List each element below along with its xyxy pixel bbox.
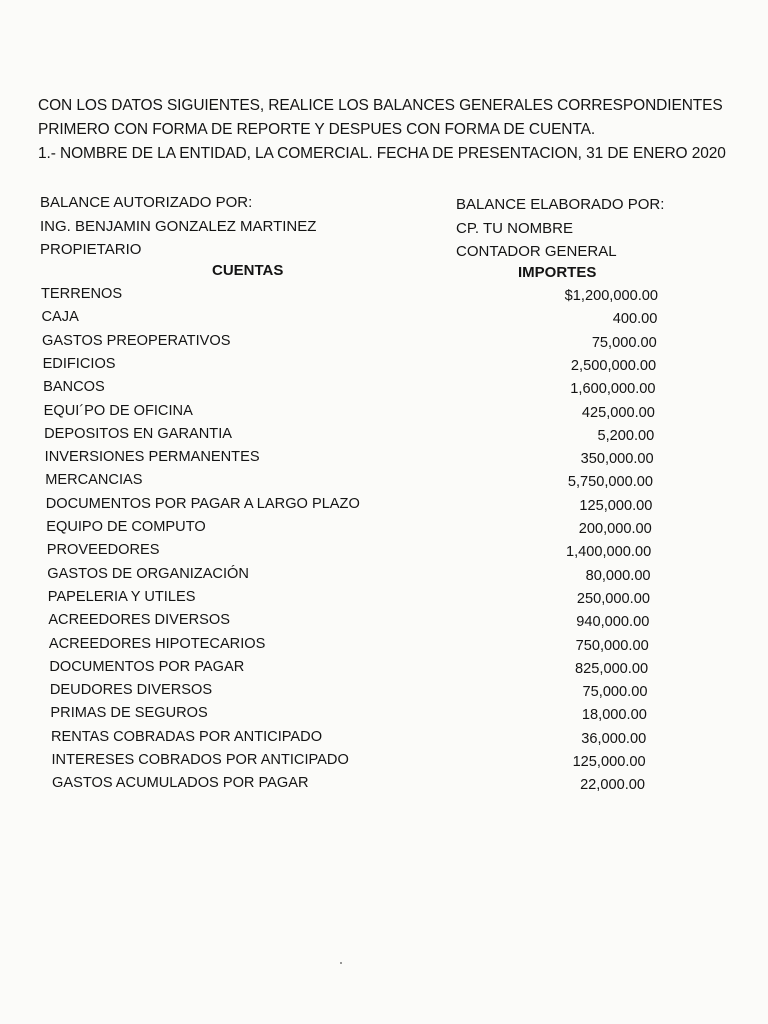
- account-amount: 22,000.00: [580, 777, 645, 794]
- account-amount: 1,400,000.00: [565, 544, 652, 561]
- account-amount: 125,000.00: [579, 497, 653, 514]
- account-name: ACREEDORES DIVERSOS: [48, 612, 230, 629]
- account-amount: 250,000.00: [576, 590, 650, 607]
- account-name: DEPOSITOS EN GARANTIA: [44, 425, 233, 442]
- account-name: INTERESES COBRADOS POR ANTICIPADO: [51, 752, 349, 768]
- account-row: [0, 519, 768, 541]
- account-row: [0, 356, 768, 378]
- account-name: GASTOS PREOPERATIVOS: [42, 332, 231, 349]
- paper-speck: [340, 962, 342, 964]
- instruction-line: CON LOS DATOS SIGUIENTES, REALICE LOS BALANCES GENERALES CORRESPONDIENTES: [38, 97, 723, 114]
- prepared-role: CONTADOR GENERAL: [456, 243, 617, 260]
- account-row: [0, 566, 768, 588]
- account-name: RENTAS COBRADAS POR ANTICIPADO: [50, 728, 323, 745]
- account-amount: 2,500,000.00: [570, 357, 657, 374]
- account-amount: 75,000.00: [591, 334, 657, 351]
- account-row: [0, 682, 768, 704]
- account-amount: 400.00: [612, 311, 658, 328]
- account-row: [0, 379, 768, 401]
- account-name: INVERSIONES PERMANENTES: [44, 449, 260, 466]
- account-name: EDIFICIOS: [42, 355, 116, 372]
- account-amount: 80,000.00: [585, 567, 651, 584]
- account-row: [0, 542, 768, 564]
- prepared-name: CP. TU NOMBRE: [456, 219, 573, 237]
- account-amount: 5,200.00: [597, 427, 655, 444]
- account-row: [0, 496, 768, 518]
- account-name: GASTOS DE ORGANIZACIÓN: [47, 565, 249, 582]
- account-name: PROVEEDORES: [46, 542, 160, 559]
- account-name: ACREEDORES HIPOTECARIOS: [48, 635, 266, 652]
- account-row: [0, 333, 768, 355]
- account-row: [0, 705, 768, 727]
- account-amount: 350,000.00: [580, 451, 654, 468]
- amounts-header: IMPORTES: [518, 264, 597, 281]
- account-row: [0, 449, 768, 471]
- account-amount: 940,000.00: [576, 614, 650, 631]
- account-name: PRIMAS DE SEGUROS: [50, 705, 208, 722]
- instructions: [38, 94, 738, 166]
- account-row: [0, 612, 768, 634]
- account-amount: 200,000.00: [578, 521, 652, 537]
- account-name: EQUIPO DE COMPUTO: [46, 519, 206, 535]
- account-row: [0, 426, 768, 448]
- account-row: [0, 309, 768, 331]
- account-amount: 825,000.00: [575, 660, 649, 677]
- account-name: BANCOS: [43, 379, 105, 396]
- account-row: [0, 659, 768, 681]
- account-row: [0, 775, 768, 797]
- account-amount: 425,000.00: [581, 404, 655, 421]
- instruction-line: PRIMERO CON FORMA DE REPORTE Y DESPUES CON FORMA DE CUENTA.: [38, 121, 596, 138]
- authorized-role: PROPIETARIO: [40, 241, 142, 258]
- prepared-label: BALANCE ELABORADO POR:: [456, 196, 665, 213]
- account-row: [0, 636, 768, 658]
- account-name: CAJA: [41, 309, 79, 326]
- account-name: EQUI´PO DE OFICINA: [43, 402, 193, 419]
- account-amount: 18,000.00: [581, 707, 647, 724]
- account-amount: 36,000.00: [581, 730, 647, 747]
- authorized-label: BALANCE AUTORIZADO POR:: [40, 194, 253, 211]
- account-row: [0, 752, 768, 774]
- account-row: [0, 589, 768, 611]
- account-name: DOCUMENTOS POR PAGAR: [49, 658, 245, 675]
- account-name: PAPELERIA Y UTILES: [47, 588, 196, 605]
- account-amount: 5,750,000.00: [567, 474, 654, 491]
- instruction-line: 1.- NOMBRE DE LA ENTIDAD, LA COMERCIAL. FECHA DE PRESENTACION, 31 DE ENERO 2020: [38, 145, 726, 162]
- account-amount: 750,000.00: [575, 637, 649, 654]
- account-row: [0, 472, 768, 494]
- account-amount: 75,000.00: [582, 684, 648, 701]
- account-amount: 1,600,000.00: [570, 381, 656, 398]
- authorized-name: ING. BENJAMIN GONZALEZ MARTINEZ: [40, 217, 317, 235]
- accounts-header: CUENTAS: [212, 262, 284, 279]
- prepared-by-block: [456, 193, 664, 264]
- account-name: DOCUMENTOS POR PAGAR A LARGO PLAZO: [45, 495, 360, 512]
- account-name: MERCANCIAS: [45, 472, 143, 489]
- account-row: [0, 286, 768, 308]
- account-name: TERRENOS: [41, 286, 123, 302]
- account-row: [0, 403, 768, 425]
- account-name: GASTOS ACUMULADOS POR PAGAR: [52, 775, 309, 792]
- account-row: [0, 729, 768, 751]
- authorized-by-block: [40, 191, 316, 262]
- account-name: DEUDORES DIVERSOS: [49, 682, 213, 699]
- account-amount: 125,000.00: [572, 754, 646, 770]
- account-amount: $1,200,000.00: [564, 288, 658, 304]
